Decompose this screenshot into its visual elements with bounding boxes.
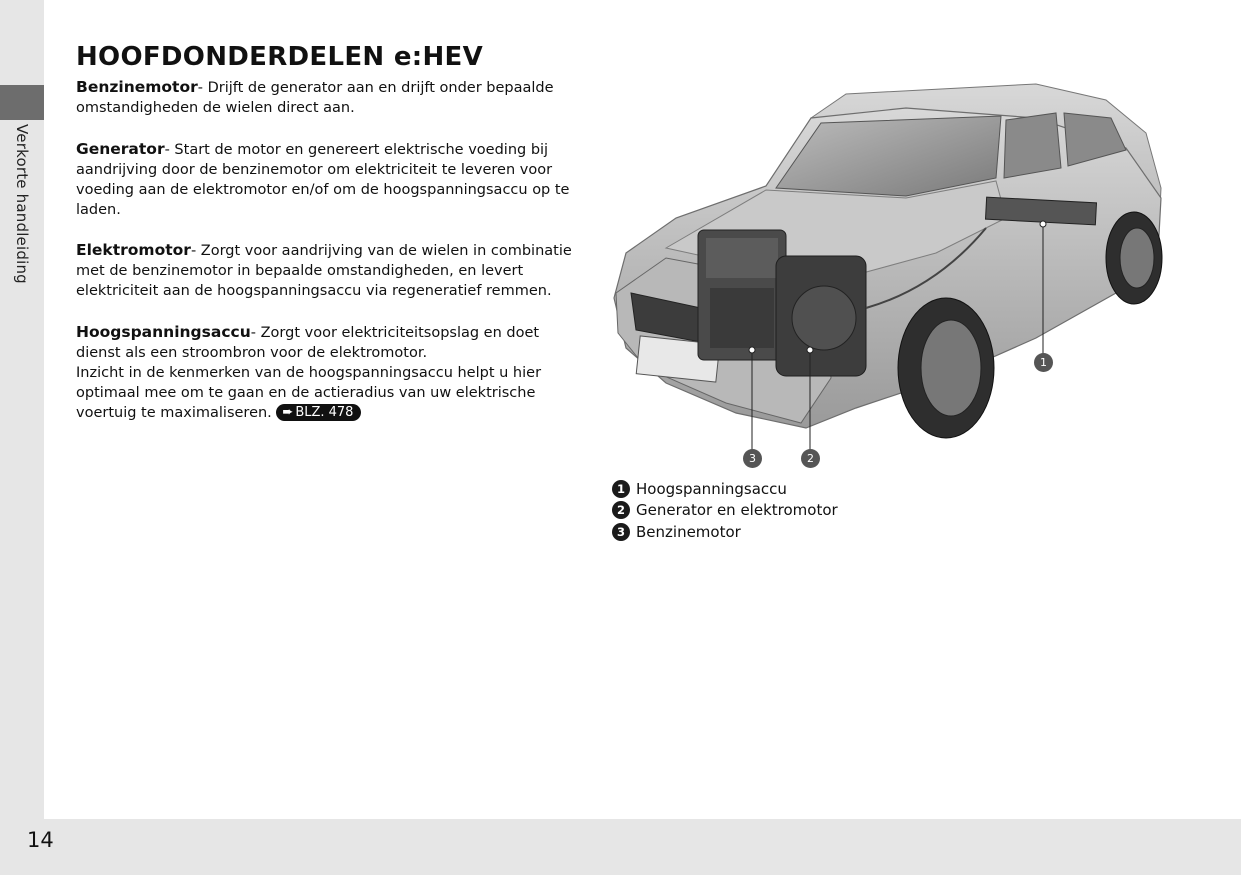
section-hoogspanningsaccu <box>76 322 580 423</box>
term-benzinemotor: Benzinemotor <box>76 78 198 96</box>
legend-item <box>612 521 838 543</box>
term-elektromotor: Elektromotor <box>76 241 191 259</box>
car-drawing <box>606 78 1176 478</box>
legend-label-3: Benzinemotor <box>636 522 741 541</box>
figure-legend <box>612 478 838 543</box>
legend-label-2: Generator en elektromotor <box>636 501 838 520</box>
desc-hoogspanningsaccu-extra: Inzicht in de kenmerken van de hoogspanningsaccu helpt u hier optimaal mee om te gaan en de actieradius van uw elektrische voertuig te maximaliseren. <box>76 365 542 421</box>
callout-2: 2 <box>801 449 820 468</box>
legend-item <box>612 500 838 522</box>
section-elektromotor <box>76 240 580 301</box>
callout-3: 3 <box>743 449 762 468</box>
footer-band <box>44 819 1241 875</box>
legend-number-2: 2 <box>612 501 630 519</box>
section-generator <box>76 139 580 220</box>
page-reference-label: BLZ. 478 <box>295 405 354 420</box>
arrow-right-icon: ➨ <box>282 405 294 420</box>
term-hoogspanningsaccu: Hoogspanningsaccu <box>76 323 251 341</box>
section-benzinemotor <box>76 77 580 118</box>
legend-item <box>612 478 838 500</box>
term-generator: Generator <box>76 140 165 158</box>
desc-elektromotor: - Zorgt voor aandrijving van de wielen in combinatie met de benzinemotor in bepaalde omstandigheden, en levert elektriciteit aan de hoogspanningsaccu via regeneratief remmen. <box>76 243 572 299</box>
legend-number-3: 3 <box>612 523 630 541</box>
page-number: 14 <box>27 828 54 852</box>
section-tab-marker <box>0 85 44 120</box>
legend-label-1: Hoogspanningsaccu <box>636 479 787 498</box>
callout-1: 1 <box>1034 353 1053 372</box>
legend-number-1: 1 <box>612 480 630 498</box>
desc-generator: - Start de motor en genereert elektrische voeding bij aandrijving door de benzinemotor om elektriciteit te leveren voor voeding aan de elektromotor en/of om de hoogspanningsaccu op te laden. <box>76 142 570 218</box>
page-title: HOOFDONDERDELEN e:HEV <box>76 42 483 72</box>
desc-hoogspanningsaccu: - Zorgt voor elektriciteitsopslag en doet dienst als een stroombron voor de elektromotor. <box>76 325 540 361</box>
section-label: Verkorte handleiding <box>13 124 31 284</box>
car-illustration <box>606 78 1176 478</box>
page-reference-link[interactable] <box>276 404 361 421</box>
desc-benzinemotor: - Drijft de generator aan en drijft onder bepaalde omstandigheden de wielen direct aan. <box>76 80 554 116</box>
